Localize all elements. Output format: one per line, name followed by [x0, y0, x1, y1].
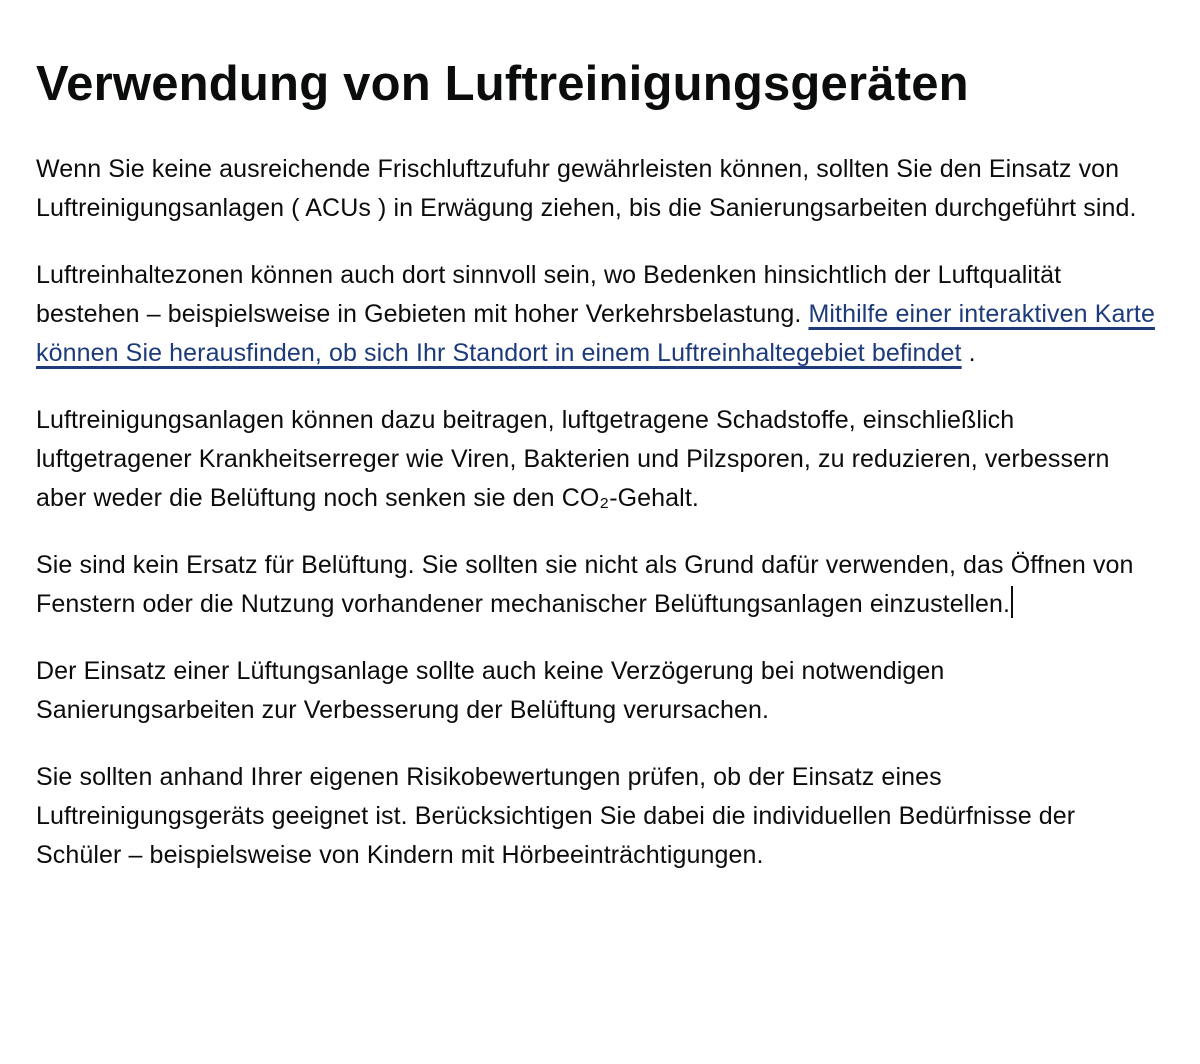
paragraph-risk-assessment: Sie sollten anhand Ihrer eigenen Risikobewertungen prüfen, ob der Einsatz eines Luftreinigungsgeräts geeignet ist. Berücksichtigen Sie dabei die individuellen Bedürfnisse der Schüler – beispielsweise von Kindern mit Hörbeeinträchtigungen. [36, 763, 1076, 869]
paragraph-pollutants: Luftreinigungsanlagen können dazu beitragen, luftgetragene Schadstoffe, einschließlich luftgetragener Krankheitserreger wie Viren, Bakterien und Pilzsporen, zu reduzieren, verbessern aber weder die Belüftung noch senken sie den CO₂-Gehalt. [36, 406, 1110, 512]
paragraph-air-quality-text: Luftreinhaltezonen können auch dort sinnvoll sein, wo Bedenken hinsichtlich der Luftqualität bestehen – beispielsweise in Gebieten mit hoher Verkehrsbelastung. [36, 261, 1062, 328]
paragraph-fresh-air: Wenn Sie keine ausreichende Frischluftzufuhr gewährleisten können, sollten Sie den Einsatz von Luftreinigungsanlagen ( ACUs ) in Erwägung ziehen, bis die Sanierungsarbeiten durchgeführt sind. [36, 155, 1137, 222]
text-cursor [1011, 586, 1013, 618]
paragraph-no-delay: Der Einsatz einer Lüftungsanlage sollte auch keine Verzögerung bei notwendigen Sanierungsarbeiten zur Verbesserung der Belüftung verursachen. [36, 657, 945, 724]
page-title: Verwendung von Luftreinigungsgeräten [36, 57, 969, 111]
paragraph-no-substitute [36, 546, 1164, 624]
paragraph-air-quality-zones [36, 256, 1164, 373]
interactive-map-link[interactable]: Mithilfe einer interaktiven Karte können Sie herausfinden, ob sich Ihr Standort in einem Luftreinhaltegebiet befindet [36, 300, 1155, 367]
paragraph-no-substitute-text: Sie sind kein Ersatz für Belüftung. Sie sollten sie nicht als Grund dafür verwenden, das Öffnen von Fenstern oder die Nutzung vorhandener mechanischer Belüftungsanlagen einzustellen. [36, 551, 1134, 618]
paragraph-air-quality-period: . [961, 339, 976, 367]
